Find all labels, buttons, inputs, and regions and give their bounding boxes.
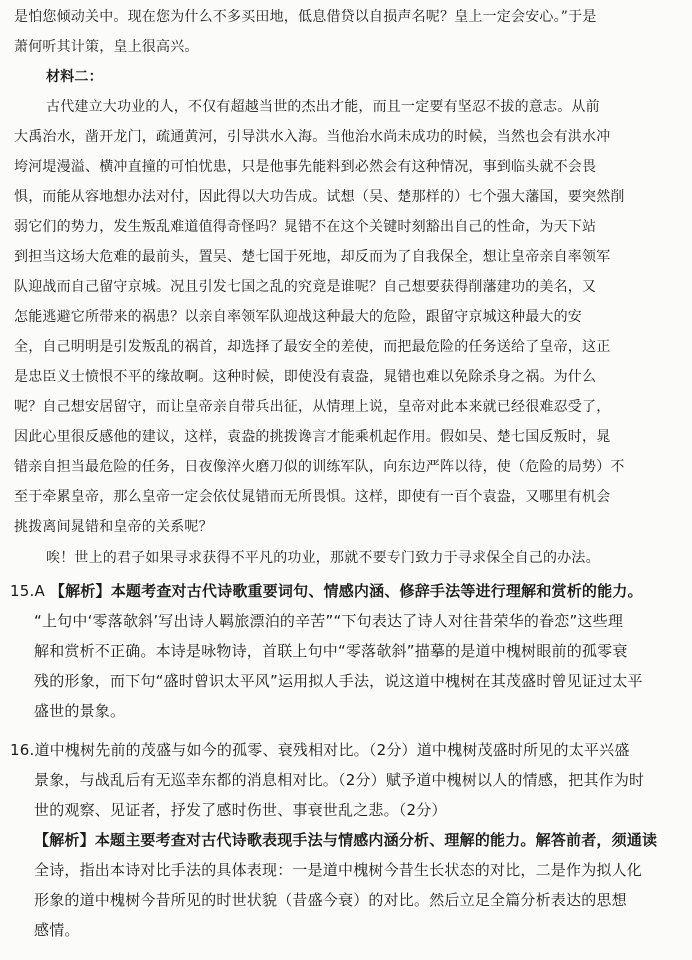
answer-text: 道中槐树先前的茂盛与如今的孤零、衰残相对比。（2分）道中槐树茂盛时所见的太平兴盛 [34,741,630,759]
material-two-closing: 唉！世上的君子如果寻求获得不平凡的功业，那就不要专门致力于寻求保全自己的办法。 [46,550,600,566]
material-one-line: 是怕您倾动关中。现在您为什么不多买田地，低息借贷以自损声名呢？皇上一定会安心。”于是 [14,9,597,25]
answer-15-line: 盛世的景象。 [34,702,126,720]
question-number: 15. [10,582,35,600]
answer-15-line: 残的形象，而下句“盛时曾识太平风”运用拟人手法，说这道中槐树在其茂盛时曾见证过太平 [34,672,643,690]
material-two-line: 因此心里很反感他的建议，这样，袁盎的挑拨谗言才能乘机起作用。假如吴、楚七国反叛时，晁 [14,429,611,445]
answer-16-line: 世的观察、见证者，抒发了感时伤世、事衰世乱之悲。（2分） [34,801,447,819]
material-two-line: 弱它们的势力，发生叛乱难道值得奇怪吗？晁错不在这个关键时刻豁出自己的性命，为天下站 [14,219,597,235]
answer-16-analysis-line: 全诗，指出本诗对比手法的具体表现：一是道中槐树今昔生长状态的对比，二是作为拟人化 [34,861,643,879]
answer-choice: A [34,582,45,600]
material-one-line: 萧何听其计策，皇上很高兴。 [14,39,199,55]
analysis-tag: 【解析】 [49,582,111,600]
material-two-line: 挑拨离间晁错和皇帝的关系呢？ [14,519,213,535]
answer-16-analysis-line: 形象的道中槐树今昔所见的时世状貌（昔盛今衰）的对比。然后立足全篇分析表达的思想 [34,891,627,909]
material-two-line: 大禹治水，凿开龙门，疏通黄河，引导洪水入海。当他治水尚未成功的时候，当然也会有洪水冲 [14,129,611,145]
analysis-text: 本题主要考查对古代诗歌表现手法与情感内涵分析、理解的能力。解答前者，须通读 [94,831,658,849]
material-two-line: 错亲自担当最危险的任务，日夜像淬火磨刀似的训练军队，向东边严阵以待，使（危险的局势）不 [14,459,625,475]
answer-15-header [10,579,643,603]
material-two-line: 惧，而能从容地想办法对付，因此得以大功告成。试想（吴、楚那样的）七个强大藩国，要突然削 [14,189,625,205]
answer-16-analysis-line: 感情。 [34,921,80,939]
material-two-line: 至于牵累皇帝，那么皇帝一定会依仗晁错而无所畏惧。这样，即使有一百个袁盎，又哪里有机会 [14,489,611,505]
analysis-text: 本题考查对古代诗歌重要词句、情感内涵、修辞手法等进行理解和赏析的能力。 [110,582,643,600]
material-two-line: 是忠臣义士愤恨不平的缘故啊。这种时候，即使没有袁盎，晁错也难以免除杀身之祸。为什么 [14,369,597,385]
material-two-heading: 材料二： [46,69,103,85]
answer-16-line: 景象，与战乱后有无巡幸东都的消息相对比。（2分）赋予道中槐树以人的情感，把其作为时 [34,771,645,789]
question-number: 16. [10,741,35,759]
material-two-line: 怎能逃避它所带来的祸患？以亲自率领军队迎战这种最大的危险，跟留守京城这种最大的安 [14,309,582,325]
material-two-line: 全，自己明明是引发叛乱的祸首，却选择了最安全的差使，而把最危险的任务送给了皇帝，这正 [14,339,611,355]
answer-15-line: “上句中‘零落欹斜’写出诗人羁旅漂泊的辛苦”“下句表达了诗人对往昔荣华的眷恋”这些理 [34,612,624,630]
answer-15-line: 解和赏析不正确。本诗是咏物诗，首联上句中“零落欹斜”描摹的是道中槐树眼前的孤零衰 [34,642,628,660]
material-two-line: 到担当这场大危难的最前头，置吴、楚七国于死地，却反而为了自我保全，想让皇帝亲自率领军 [14,249,611,265]
answer-16-line [10,738,630,762]
answer-16-analysis [34,828,657,852]
material-two-line: 呢？自己想安居留守，而让皇帝亲自带兵出征，从情理上说，皇帝对此本来就已经很难忍受了， [14,399,611,415]
analysis-tag: 【解析】 [34,831,95,849]
material-two-line: 队迎战而自己留守京城。况且引发七国之乱的究竟是谁呢？自己想要获得削藩建功的美名，又 [14,279,597,295]
material-two-line: 古代建立大功业的人，不仅有超越当世的杰出才能，而且一定要有坚忍不拔的意志。从前 [46,99,600,115]
material-two-line: 垮河堤漫溢、横冲直撞的可怕忧患，只是他事先能料到必然会有这种情况，事到临头就不会畏 [14,159,597,175]
